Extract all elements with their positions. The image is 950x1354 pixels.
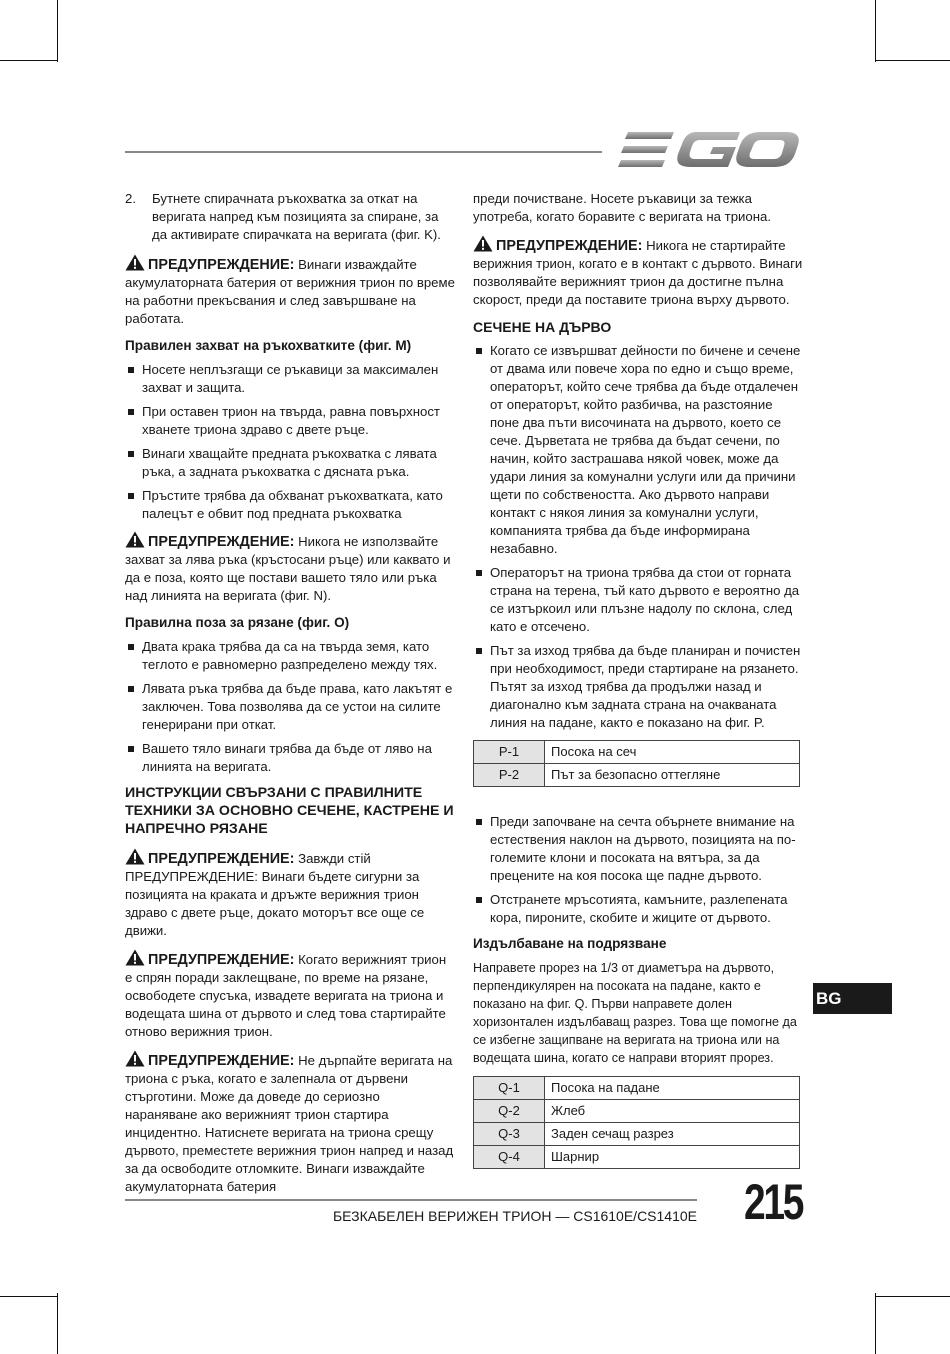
legend-label: Път за безопасно оттегляне xyxy=(545,764,800,787)
numbered-step xyxy=(125,190,455,244)
footer-title: БЕЗКАБЕЛЕН ВЕРИЖЕН ТРИОН — CS1610E/CS1410E xyxy=(332,1208,697,1224)
warning-block xyxy=(125,1050,455,1196)
list-item: Отстранете мръсотията, камъните, разлепената кора, пироните, скобите и жиците от дървото. xyxy=(473,891,803,927)
warning-text: Никога не използвайте захват за лява ръка (кръстосани ръце) или каквато и да е поза, която ще постави вашето тяло или ръка над линията на веригата (фиг. N). xyxy=(125,534,451,603)
step-text: Бутнете спирачната ръкохватка за откат на веригата напред към позицията за спиране, за да активирате спирачката на веригата (фиг. K). xyxy=(152,191,441,242)
warning-label: ПРЕДУПРЕЖДЕНИЕ: xyxy=(148,257,295,273)
list-item: Носете неплъзгащи се ръкавици за максимален захват и защита. xyxy=(125,361,455,397)
legend-code: Q-4 xyxy=(474,1146,545,1169)
right-column xyxy=(473,190,803,1181)
header-rule xyxy=(125,151,602,153)
list-item: Лявата ръка трябва да бъде права, като лакътят е заключен. Това позволява да се устои на силите генерирани при откат. xyxy=(125,680,455,734)
legend-label: Посока на сеч xyxy=(545,741,800,764)
crop-mark xyxy=(875,60,950,61)
legend-table-p xyxy=(473,740,800,787)
stance-list xyxy=(125,638,455,776)
left-column xyxy=(125,190,455,1205)
legend-code: Q-1 xyxy=(474,1077,545,1100)
table-row xyxy=(474,764,800,787)
notch-text: Направете прорез на 1/3 от диаметъра на дървото, перпендикулярен на посоката на падане, както е показано на фиг. Q. Първи направете долен хоризонтален издълбаващ разрез. Това ще помогне да се избегне защипване на веригата на триона или на водещата шина, когато се направи вторият прорез. xyxy=(473,961,797,1065)
warning-label: ПРЕДУПРЕЖДЕНИЕ: xyxy=(148,534,295,550)
list-item: Път за изход трябва да бъде планиран и почистен при необходимост, преди стартиране на рязането. Пътят за изход трябва да продължи назад и диагонално към задната страна на очакваната линия на падане, както е показано на фиг. P. xyxy=(473,642,803,732)
table-row xyxy=(474,1123,800,1146)
crop-mark xyxy=(57,0,58,62)
warning-text: Не дърпайте веригата на триона с ръка, когато е залепнала от дървени стърготини. Може да доведе до сериозно нараняване ако верижният трион стартира инцидентно. Натиснете веригата на триона срещу дървото, преместете верижния трион напред и назад за да освободите отломките. Винаги изваждайте акумулаторната батерия xyxy=(125,1053,454,1194)
ego-logo xyxy=(618,130,800,170)
stance-heading: Правилна поза за рязане (фиг. O) xyxy=(125,615,350,630)
warning-text: Когато верижният трион е спрян поради заклещване, по време на рязане, освободете спусъка, извадете веригата на триона и водещата шина от дървото и след това стартирайте отново верижния трион. xyxy=(125,952,447,1039)
table-row xyxy=(474,1077,800,1100)
crop-mark xyxy=(57,1293,58,1354)
warning-block xyxy=(125,848,455,940)
list-item: Двата крака трябва да са на твърда земя, като теглото е равномерно разпределено между тях. xyxy=(125,638,455,674)
warning-block xyxy=(125,531,455,605)
warning-triangle-icon xyxy=(125,848,145,865)
warning-triangle-icon xyxy=(125,1050,145,1067)
list-item: Винаги хващайте предната ръкохватка с лявата ръка, а задната ръкохватка с дясната ръка. xyxy=(125,445,455,481)
continuation-text: преди почистване. Носете ръкавици за тежка употреба, когато боравите с веригата на триона. xyxy=(473,191,772,224)
legend-table-q xyxy=(473,1076,800,1169)
list-item: Когато се извършват дейности по бичене и сечене от двама или повече хора по едно и също време, операторът, който сече трябва да бъде отдалечен от операторът, който разбичва, на разстояние поне два пъти височината на дървото, което се сече. Дърветата не трябва да бъдат сечени, по начин, който застрашава някой човек, може да удари линия за комунални услуги или да причини щети по собствеността. Ако дървото направи контакт с някоя линия за комунални услуги, компанията трябва да бъде информирана незабавно. xyxy=(473,342,803,558)
list-item: Операторът на триона трябва да стои от горната страна на терена, тъй като дървото е вероятно да се изтъркоил или плъзне надолу по склона, след като е отсечено. xyxy=(473,564,803,636)
warning-text: Винаги изваждайте акумулаторната батерия от верижния трион по време на работни прекъсвания и след завършване на работата. xyxy=(125,257,455,326)
list-item: Преди започване на сечта обърнете внимание на естествения наклон на дървото, позицията на по-големите клони и посоката на вятъра, за да прецените на коя посока ще падне дървото. xyxy=(473,813,803,885)
warning-label: ПРЕДУПРЕЖДЕНИЕ: xyxy=(148,851,295,867)
warning-label: ПРЕДУПРЕЖДЕНИЕ: xyxy=(496,238,643,254)
felling-list-2 xyxy=(473,813,803,927)
warning-label: ПРЕДУПРЕЖДЕНИЕ: xyxy=(148,1053,295,1069)
warning-block xyxy=(473,235,803,309)
grip-heading: Правилен захват на ръкохватките (фиг. M) xyxy=(125,338,412,353)
crop-mark xyxy=(875,1293,876,1354)
warning-triangle-icon xyxy=(125,531,145,548)
table-row xyxy=(474,741,800,764)
legend-label: Посока на падане xyxy=(545,1077,800,1100)
felling-heading: СЕЧЕНЕ НА ДЪРВО xyxy=(473,319,612,335)
warning-triangle-icon xyxy=(125,254,145,271)
warning-block xyxy=(125,949,455,1041)
list-item: При оставен трион на твърда, равна повърхност хванете триона здраво с двете ръце. xyxy=(125,403,455,439)
crop-mark xyxy=(875,0,876,62)
legend-code: P-2 xyxy=(474,764,545,787)
footer-rule xyxy=(125,1199,697,1201)
language-tab: BG xyxy=(813,983,892,1014)
table-row xyxy=(474,1146,800,1169)
crop-mark xyxy=(875,1296,950,1297)
grip-list xyxy=(125,361,455,523)
table-row xyxy=(474,1100,800,1123)
legend-code: P-1 xyxy=(474,741,545,764)
list-item: Пръстите трябва да обхванат ръкохватката, като палецът е обвит под предната ръкохватка xyxy=(125,487,455,523)
warning-text: Никога не стартирайте верижния трион, когато е в контакт с дървото. Винаги позволявайте верижният трион да достигне пълна скорост, преди да поставите триона върху дървото. xyxy=(473,238,803,307)
warning-label: ПРЕДУПРЕЖДЕНИЕ: xyxy=(148,952,295,968)
section-heading: ИНСТРУКЦИИ СВЪРЗАНИ С ПРАВИЛНИТЕ ТЕХНИКИ ЗА ОСНОВНО СЕЧЕНЕ, КАСТРЕНЕ И НАПРЕЧНО РЯЗАНЕ xyxy=(125,785,454,837)
crop-mark xyxy=(0,60,58,61)
warning-triangle-icon xyxy=(473,235,493,252)
legend-code: Q-3 xyxy=(474,1123,545,1146)
page-number: 215 xyxy=(744,1174,803,1230)
warning-text: Завжди стій ПРЕДУПРЕЖДЕНИЕ: Винаги бъдете сигурни за позицията на краката и дръжте верижния трион здраво с двете ръце, докато моторът все още се движи. xyxy=(125,851,425,938)
felling-list xyxy=(473,342,803,732)
warning-block xyxy=(125,254,455,328)
legend-label: Шарнир xyxy=(545,1146,800,1169)
legend-label: Жлеб xyxy=(545,1100,800,1123)
warning-triangle-icon xyxy=(125,949,145,966)
legend-label: Заден сечащ разрез xyxy=(545,1123,800,1146)
list-item: Вашето тяло винаги трябва да бъде от ляво на линията на веригата. xyxy=(125,740,455,776)
legend-code: Q-2 xyxy=(474,1100,545,1123)
crop-mark xyxy=(0,1296,58,1297)
notch-heading: Издълбаване на подрязване xyxy=(473,936,667,951)
step-number: 2. xyxy=(125,191,136,206)
